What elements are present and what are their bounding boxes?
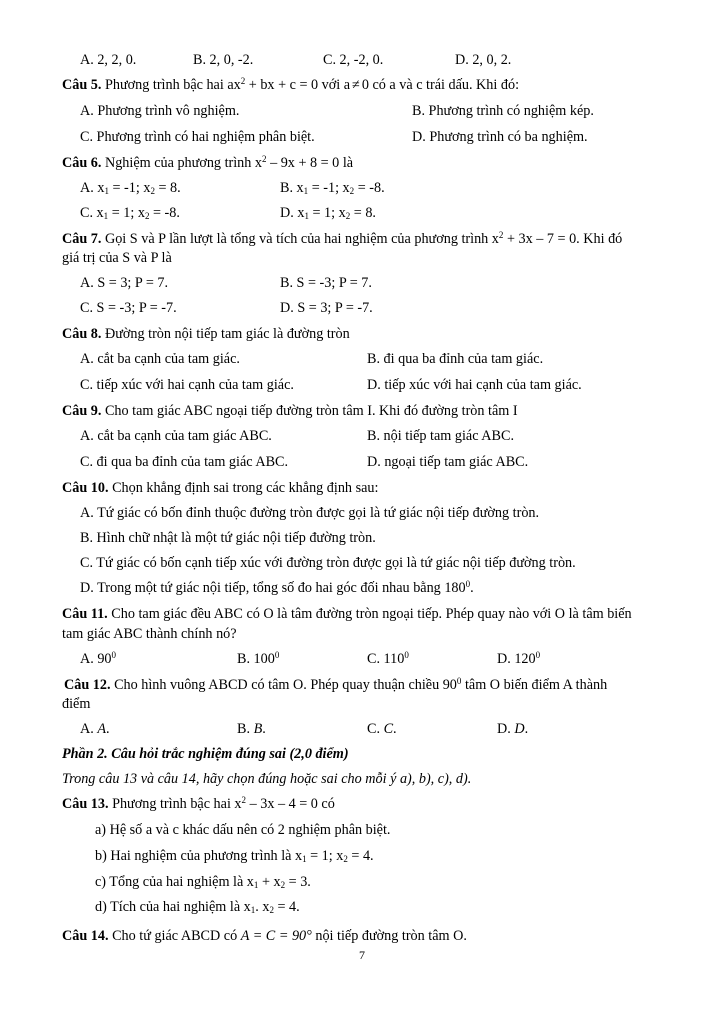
q9-option-c: C. đi qua ba đỉnh của tam giác ABC.: [80, 454, 289, 470]
q11-option-a: A. $90^0$: [80, 650, 117, 667]
q10-option-a: A. Tứ giác có bốn đỉnh thuộc đường tròn được gọi là tứ giác nội tiếp đường tròn.: [80, 505, 540, 521]
q10-option-d: D. Trong một tứ giác nội tiếp, tổng số đo hai góc đối nhau bằng $180^0$.: [80, 579, 474, 596]
q8-option-c: C. tiếp xúc với hai cạnh của tam giác.: [80, 377, 294, 393]
q13-item-a: a) Hệ số a và c khác dấu nên có 2 nghiệm phân biệt.: [95, 822, 391, 838]
q6-option-c: C. $x_1 = 1$; $x_2 = -8$.: [80, 205, 180, 221]
q12-option-b: B. B.: [237, 721, 266, 737]
q4-option-c: C. 2, -2, 0.: [323, 52, 384, 68]
q7-option-a: A. S = 3; P = 7.: [80, 275, 169, 291]
q12-option-a: A. A.: [80, 721, 110, 737]
q11-stem: Câu 11. Cho tam giác đều ABC có O là tâm đường tròn ngoại tiếp. Phép quay nào với O là tâm biến: [62, 606, 632, 622]
q9-number: Câu 9.: [62, 403, 102, 419]
q12-option-c: C. C.: [367, 721, 397, 737]
q7-option-d: D. S = 3; P = -7.: [280, 300, 373, 316]
q11-option-d: D. $120^0$: [497, 650, 541, 667]
q13-item-d: d) Tích của hai nghiệm là $x_1$. $x_2 = 4$.: [95, 899, 300, 915]
q9-option-a: A. cắt ba cạnh của tam giác ABC.: [80, 428, 272, 444]
q14-stem: Câu 14. Cho tứ giác ABCD có A = C = 90° nội tiếp đường tròn tâm O.: [62, 928, 467, 944]
q4-option-b: B. 2, 0, -2.: [193, 52, 254, 68]
q13-stem: Câu 13. Phương trình bậc hai $x^2 - 3x - 4 = 0$ có: [62, 795, 335, 812]
q8-number: Câu 8.: [62, 326, 102, 342]
q6-option-b: B. $x_1 = -1$; $x_2 = -8$.: [280, 180, 385, 196]
q8-option-d: D. tiếp xúc với hai cạnh của tam giác.: [367, 377, 582, 393]
q11-stem-line2: tam giác ABC thành chính nó?: [62, 626, 237, 642]
q11-number: Câu 11.: [62, 606, 108, 622]
q12-stem-line2: điểm: [62, 696, 91, 712]
q13-item-b: b) Hai nghiệm của phương trình là $x_1 = 1$; $x_2 = 4$.: [95, 848, 374, 864]
q13-number: Câu 13.: [62, 796, 109, 812]
q9-stem: Câu 9. Cho tam giác ABC ngoại tiếp đường tròn tâm I. Khi đó đường tròn tâm I: [62, 403, 518, 419]
q6-stem: Câu 6. Nghiệm của phương trình $x^2 - 9x + 8 = 0$ là: [62, 154, 354, 171]
q11-option-b: B. $100^0$: [237, 650, 280, 667]
q10-option-c: C. Tứ giác có bốn cạnh tiếp xúc với đường tròn được gọi là tứ giác nội tiếp đường tròn.: [80, 555, 576, 571]
part2-title: Phần 2. Câu hỏi trắc nghiệm đúng sai (2,0 điểm): [62, 746, 349, 762]
q11-option-c: C. $110^0$: [367, 650, 409, 667]
q7-stem: Câu 7. Gọi S và P lần lượt là tổng và tích của hai nghiệm của phương trình $x^2 + 3x - 7 = 0$. Khi đó: [62, 230, 623, 247]
q10-stem: Câu 10. Chọn khẳng định sai trong các khẳng định sau:: [62, 480, 379, 496]
not-equal-symbol: ≠: [352, 77, 360, 93]
q7-option-c: C. S = -3; P = -7.: [80, 300, 177, 316]
q6-option-a: A. $x_1 = -1$; $x_2 = 8$.: [80, 180, 181, 196]
q14-number: Câu 14.: [62, 928, 109, 944]
page-number: 7: [359, 948, 365, 962]
q4-option-a: A. 2, 2, 0.: [80, 52, 137, 68]
q9-option-b: B. nội tiếp tam giác ABC.: [367, 428, 514, 444]
q6-number: Câu 6.: [62, 155, 102, 171]
q14-angle-formula: A = C = 90°: [240, 928, 312, 944]
q5-stem: Câu 5. Phương trình bậc hai $ax^2$ + bx + c = 0 với a ≠ 0 có a và c trái dấu. Khi đó:: [62, 76, 520, 93]
q5-number: Câu 5.: [62, 77, 102, 93]
q8-stem: Câu 8. Đường tròn nội tiếp tam giác là đường tròn: [62, 326, 350, 342]
q5-option-d: D. Phương trình có ba nghiệm.: [412, 129, 588, 145]
q12-option-d: D. D.: [497, 721, 529, 737]
q7-option-b: B. S = -3; P = 7.: [280, 275, 372, 291]
q10-number: Câu 10.: [62, 480, 109, 496]
q8-option-b: B. đi qua ba đỉnh của tam giác.: [367, 351, 544, 367]
part2-instruction: Trong câu 13 và câu 14, hãy chọn đúng hoặc sai cho mỗi ý a), b), c), d).: [62, 771, 472, 787]
q6-option-d: D. $x_1 = 1$; $x_2 = 8$.: [280, 205, 376, 221]
q4-option-d: D. 2, 0, 2.: [455, 52, 512, 68]
q9-option-d: D. ngoại tiếp tam giác ABC.: [367, 454, 529, 470]
q5-option-a: A. Phương trình vô nghiệm.: [80, 103, 240, 119]
q12-number: Câu 12.: [64, 677, 111, 693]
q13-item-c: c) Tổng của hai nghiệm là $x_1 + x_2 = 3$.: [95, 874, 311, 890]
q7-number: Câu 7.: [62, 231, 102, 247]
q10-option-b: B. Hình chữ nhật là một tứ giác nội tiếp đường tròn.: [80, 530, 376, 546]
q5-option-b: B. Phương trình có nghiệm kép.: [412, 103, 594, 119]
q8-option-a: A. cắt ba cạnh của tam giác.: [80, 351, 240, 367]
q7-stem-line2: giá trị của S và P là: [62, 250, 172, 266]
q5-option-c: C. Phương trình có hai nghiệm phân biệt.: [80, 129, 315, 145]
q12-stem: Câu 12. Cho hình vuông ABCD có tâm O. Phép quay thuận chiều $90^0$ tâm O biến điểm A thành: [64, 676, 608, 693]
